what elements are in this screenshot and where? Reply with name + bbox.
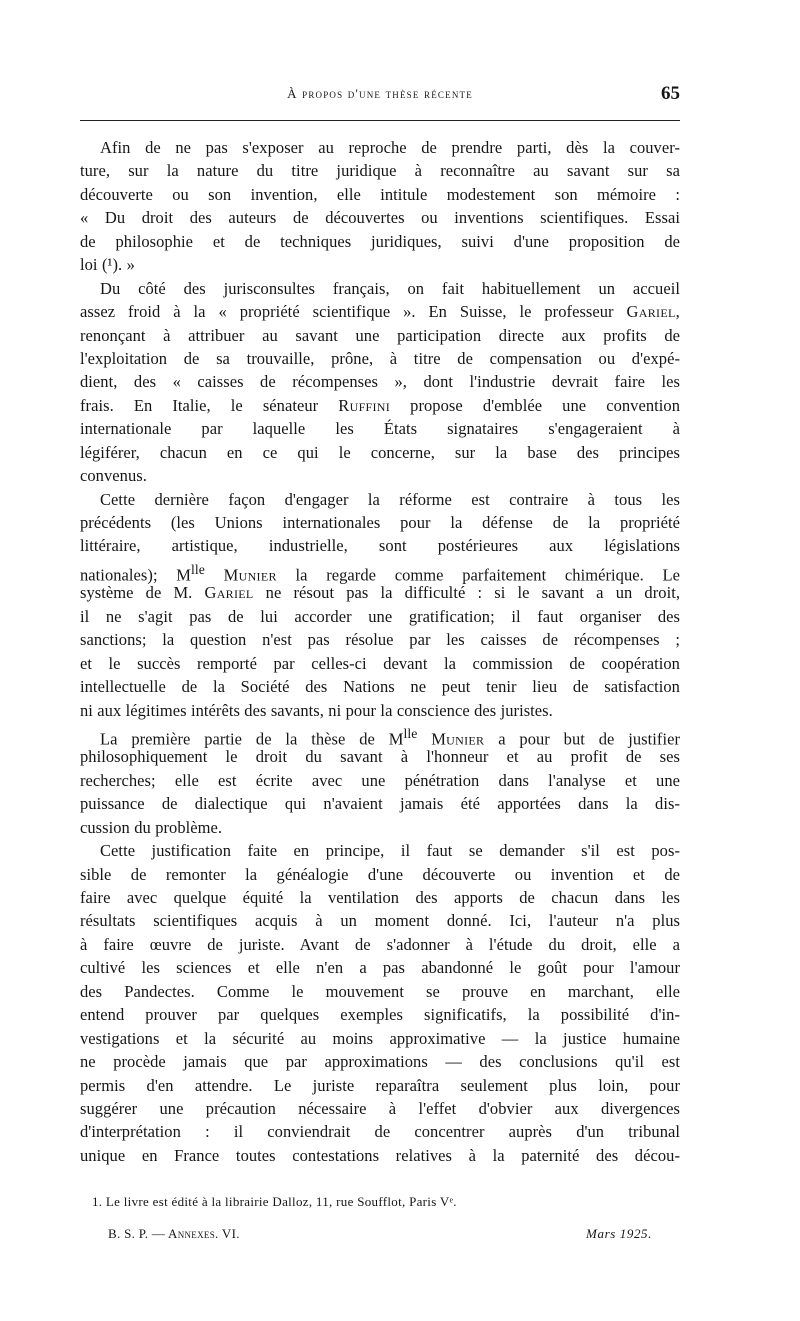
text-line: légiférer, chacun en ce qui le concerne, sur la base des principes [80, 442, 680, 462]
text-line [80, 300, 680, 323]
text-segment: nationales); M [80, 565, 192, 585]
text-line: suggérer une précaution nécessaire à l'effet d'obvier aux divergences [80, 1098, 680, 1118]
text-line: philosophiquement le droit du savant à l'honneur et au profit de ses [80, 747, 680, 767]
page-number: 65 [661, 83, 680, 104]
text-segment: La première partie de la thèse de M [100, 729, 404, 749]
running-header [80, 83, 680, 112]
text-line: littéraire, artistique, industrielle, sont postérieures aux législations [80, 536, 680, 556]
text-line: puissance de dialectique qui n'avaient jamais été apportées dans la dis- [80, 794, 680, 814]
text-line [80, 394, 680, 417]
text-line: cussion du problème. [80, 817, 223, 837]
header-rule [80, 120, 680, 121]
text-line: ture, sur la nature du titre juridique à reconnaître au savant sur sa [80, 161, 680, 181]
text-line: sible de remonter la généalogie d'une découverte ou invention et de [80, 864, 680, 884]
text-line: faire avec quelque équité la ventilation des apports de chacun dans les [80, 888, 680, 907]
text-line: renonçant à attribuer au savant une participation directe aux profits de [80, 325, 680, 345]
text-line: et le succès remporté par celles-ci devant la commission de coopération [80, 653, 680, 673]
text-segment: propose d'emblée une convention [410, 395, 681, 415]
text-line: recherches; elle est écrite avec une pénétration dans l'analyse et une [80, 770, 680, 790]
text-line: convenus. [80, 466, 147, 486]
author-name: Gariel, [626, 302, 681, 322]
text-line: intellectuelle de la Société des Nations ne peut tenir lieu de satisfaction [80, 677, 680, 697]
author-name: Ruffini [338, 395, 391, 415]
body-text [80, 136, 680, 1167]
text-segment: système de M. [80, 583, 193, 603]
text-segment: frais. En Italie, le sénateur [80, 395, 319, 415]
text-line: il ne s'agit pas de lui accorder une gratification; il faut organiser des [80, 606, 680, 626]
author-name: Munier [431, 729, 485, 749]
text-segment: a pour but de justifier [498, 729, 681, 749]
text-line: de philosophie et de techniques juridiques, suivi d'une proposition de [80, 231, 680, 251]
text-line: découverte ou son invention, elle intitule modestement son mémoire : [80, 184, 680, 204]
text-line: des Pandectes. Comme le mouvement se prouve en marchant, elle [80, 981, 680, 1001]
author-name: Munier [223, 565, 277, 585]
text-segment: la regarde comme parfaitement chimérique. Le [295, 565, 681, 585]
text-line: sanctions; la question n'est pas résolue par les caisses de récompenses ; [80, 630, 680, 650]
text-line: d'interprétation : il conviendrait de concentrer auprès d'un tribunal [80, 1122, 680, 1142]
text-line: internationale par laquelle les États signataires s'engageraient à [80, 419, 680, 439]
text-line: unique en France toutes contestations relatives à la paternité des décou- [80, 1145, 680, 1165]
text-line: Afin de ne pas s'exposer au reproche de prendre parti, dès la couver- [100, 138, 680, 157]
text-segment: assez froid à la « propriété scientifique ». En Suisse, le professeur [80, 302, 614, 322]
text-line: permis d'en attendre. Le juriste reparaîtra seulement plus loin, pour [80, 1075, 680, 1095]
text-line [80, 558, 681, 585]
text-line: à faire œuvre de juriste. Avant de s'adonner à l'étude du droit, elle a [80, 934, 680, 954]
text-line: précédents (les Unions internationales pour la défense de la propriété [80, 513, 680, 532]
text-line: ni aux légitimes intérêts des savants, ni pour la conscience des juristes. [80, 700, 553, 720]
text-line: Du côté des jurisconsultes français, on fait habituellement un accueil [100, 278, 680, 298]
superscript: lle [403, 725, 418, 741]
superscript: lle [191, 561, 205, 577]
text-line: loi (¹). » [80, 255, 135, 275]
text-line: résultats scientifiques acquis à un moment donné. Ici, l'auteur n'a plus [80, 911, 680, 931]
text-line: entend prouver par quelques exemples significatifs, la possibilité d'in- [80, 1005, 680, 1025]
text-line: vestigations et la sécurité au moins approximative — la justice humaine [80, 1028, 680, 1048]
text-line: cultivé les sciences et elle n'en a pas abandonné le goût pour l'amour [80, 958, 680, 978]
text-line [80, 722, 681, 749]
signature-date: Mars 1925. [586, 1226, 652, 1241]
text-line: Cette dernière façon d'engager la réforme est contraire à tous les [100, 489, 680, 509]
text-line: ne procède jamais que par approximations — des conclusions qu'il est [80, 1052, 680, 1072]
text-line: dient, des « caisses de récompenses », dont l'industrie devrait faire les [80, 372, 680, 392]
text-line: l'exploitation de sa trouvaille, prône, à titre de compensation ou d'expé- [80, 348, 680, 368]
text-line: « Du droit des auteurs de découvertes ou inventions scientifiques. Essai [80, 208, 680, 228]
signature-left: B. S. P. — Annexes. VI. [108, 1226, 240, 1241]
text-segment: ne résout pas la difficulté : si le savant a un droit, [265, 583, 681, 603]
running-title: À propos d'une thèse récente [287, 86, 473, 101]
author-name: Gariel [204, 583, 254, 603]
footnote: 1. Le livre est édité à la librairie Dalloz, 11, rue Soufflot, Paris Vᵉ. [92, 1194, 457, 1209]
text-line: Cette justification faite en principe, il faut se demander s'il est pos- [100, 841, 680, 861]
text-line [80, 581, 680, 604]
